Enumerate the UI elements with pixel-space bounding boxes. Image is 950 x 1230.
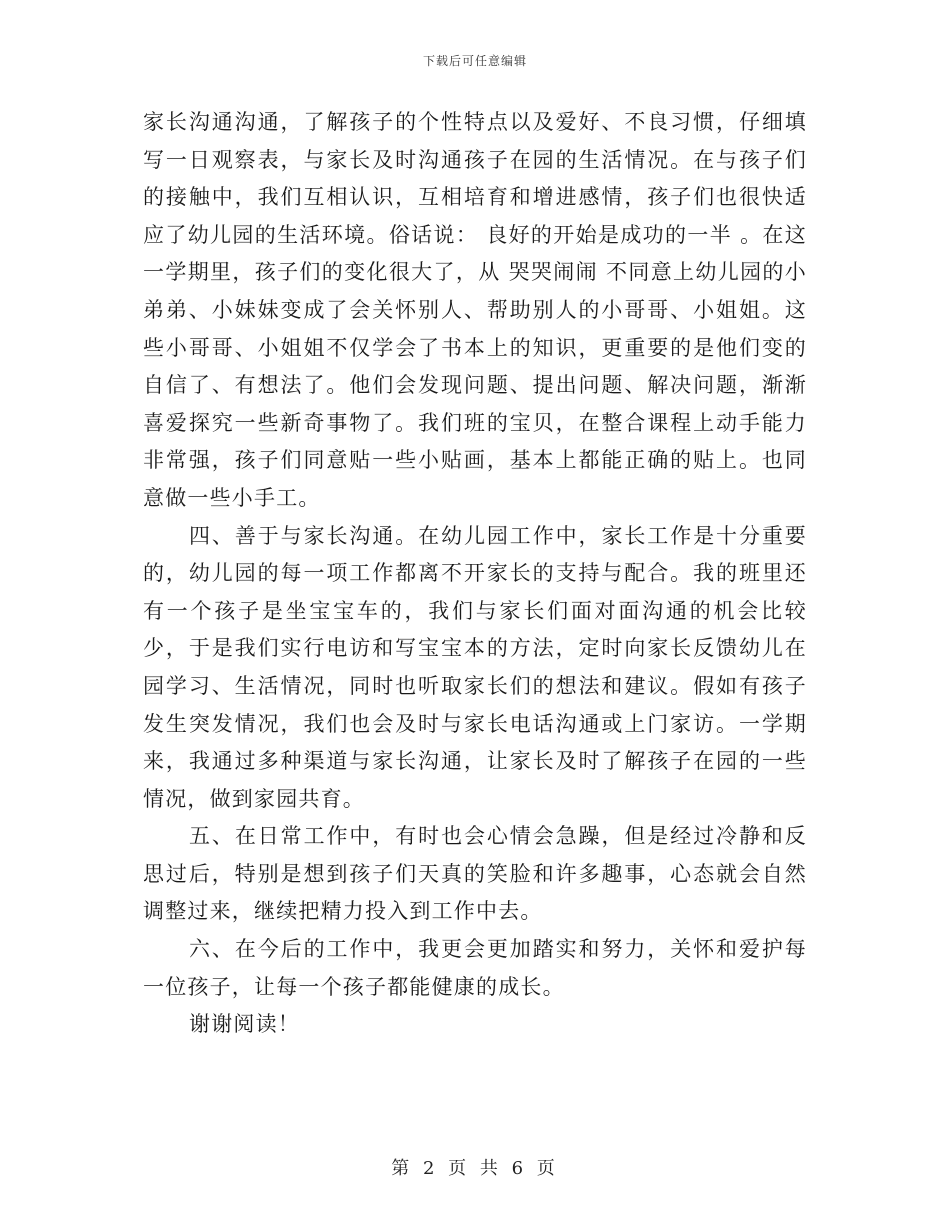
page-header: 下载后可任意编辑 — [422, 54, 527, 68]
document-body — [143, 104, 807, 1044]
paragraph-thanks: 谢谢阅读！ — [189, 1012, 300, 1037]
page-number: 第 2 页 共 6 页 — [391, 1158, 559, 1179]
paragraph-parent-communication: 四、善于与家长沟通。在幼儿园工作中，家长工作是十分重要的，幼儿园的每一项工作都离不开家长的支持与配合。我的班里还有一个孩子是坐宝宝车的，我们与家长们面对面沟通的机会比较少，于是我们实行电访和写宝宝本的方法，定时向家长反馈幼儿在园学习、生活情况，同时也听取家长们的想法和建议。假如有孩子发生突发情况，我们也会及时与家长电话沟通或上门家访。一学期来，我通过多种渠道与家长沟通，让家长及时了解孩子在园的一些情况，做到家园共育。 — [143, 523, 807, 811]
paragraph-daily-work: 五、在日常工作中，有时也会心情会急躁，但是经过冷静和反思过后，特别是想到孩子们天真的笑脸和许多趣事，心态就会自然调整过来，继续把精力投入到工作中去。 — [143, 824, 807, 924]
paragraph-future-work: 六、在今后的工作中，我更会更加踏实和努力，关怀和爱护每一位孩子，让每一个孩子都能健康的成长。 — [143, 937, 807, 999]
paragraph-continuation: 家长沟通沟通，了解孩子的个性特点以及爱好、不良习惯，仔细填写一日观察表，与家长及时沟通孩子在园的生活情况。在与孩子们的接触中，我们互相认识，互相培育和增进感情，孩子们也很快适应了幼儿园的生活环境。俗话说： 良好的开始是成功的一半 。在这一学期里，孩子们的变化很大了，从 哭哭闹闹 不同意上幼儿园的小弟弟、小妹妹变成了会关怀别人、帮助别人的小哥哥、小姐姐。这些小哥哥、小姐姐不仅学会了书本上的知识，更重要的是他们变的自信了、有想法了。他们会发现问题、提出问题、解决问题，渐渐喜爱探究一些新奇事物了。我们班的宝贝，在整合课程上动手能力非常强，孩子们同意贴一些小贴画，基本上都能正确的贴上。也同意做一些小手工。 — [143, 110, 807, 510]
